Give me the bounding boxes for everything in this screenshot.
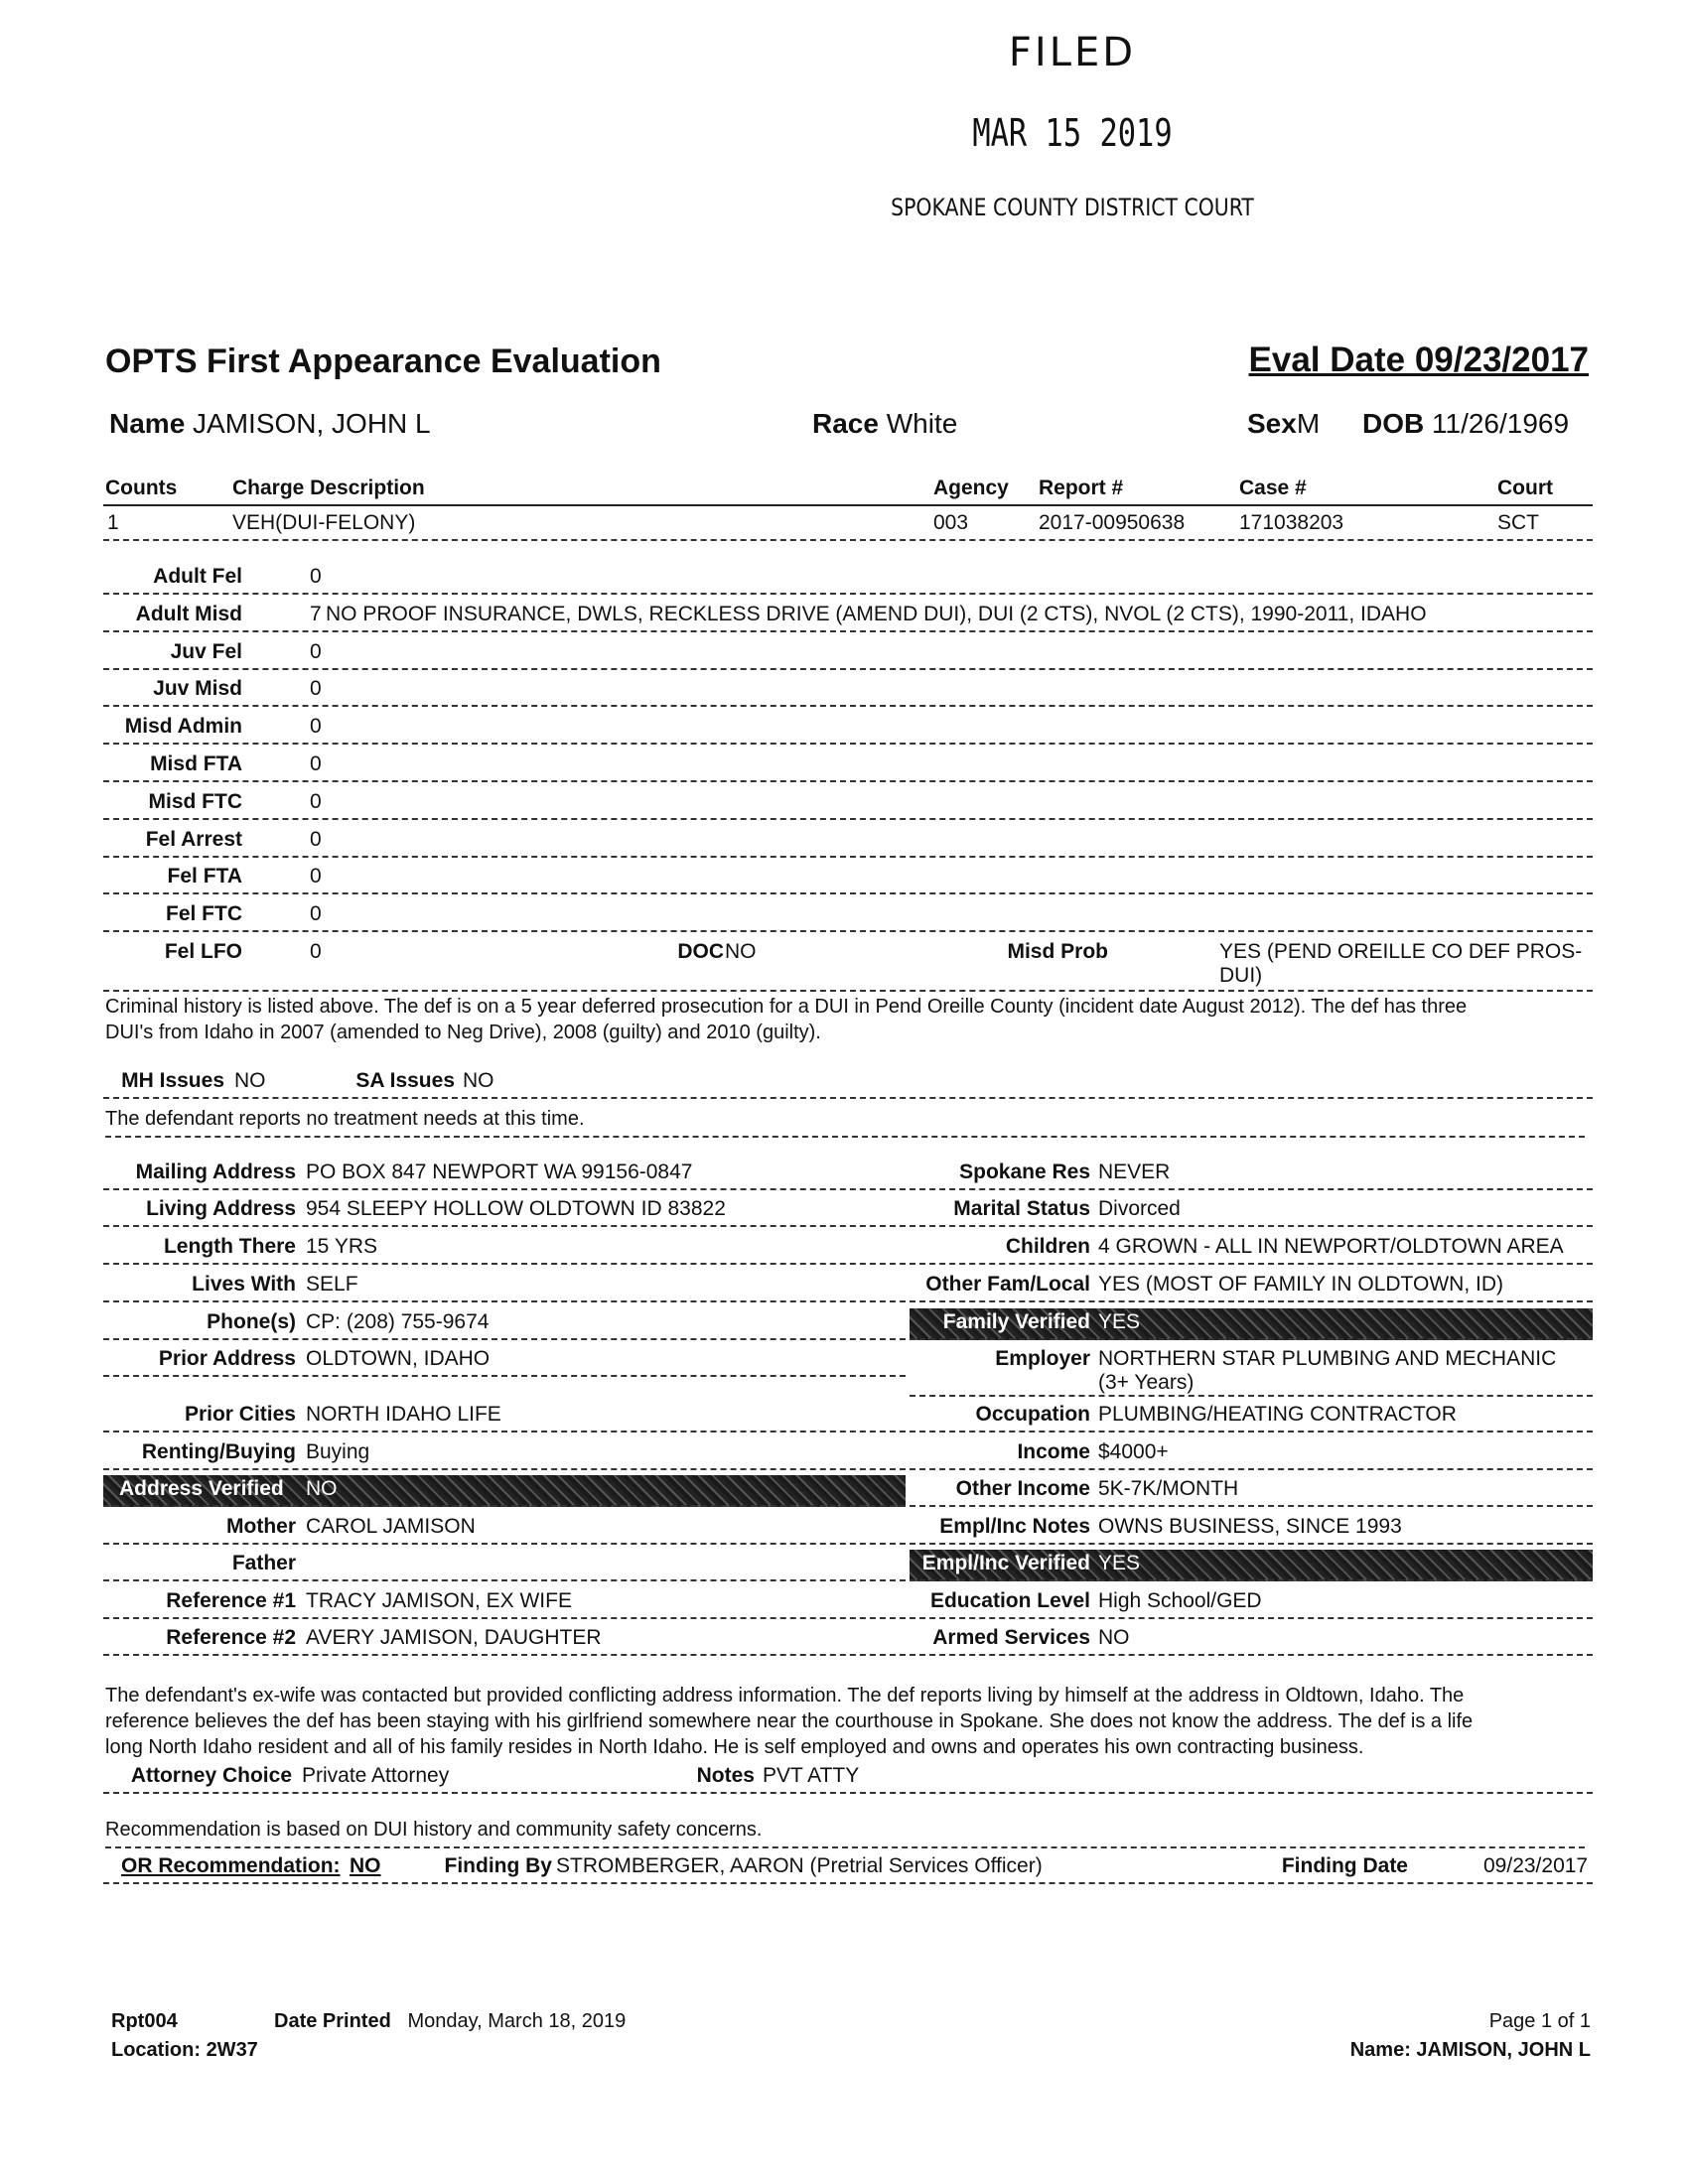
sex-field: SexM	[1247, 408, 1321, 439]
eval-date: Eval Date 09/23/2017	[1248, 341, 1589, 379]
history-row	[103, 826, 1593, 858]
charge-row: 1 VEH(DUI-FELONY) 003 2017-00950638 171038203 SCT	[103, 509, 1593, 541]
right-field-row	[910, 1159, 1593, 1190]
field-value: 4 GROWN - ALL IN NEWPORT/OLDTOWN AREA	[1098, 1235, 1564, 1258]
recommendation-note: Recommendation is based on DUI history and community safety concerns.	[105, 1817, 1585, 1848]
history-count: 0	[310, 752, 322, 775]
field-value: 954 SLEEPY HOLLOW OLDTOWN ID 83822	[306, 1197, 726, 1220]
history-label: Fel FTC	[166, 902, 242, 926]
date-printed: Date Printed Monday, March 18, 2019	[274, 2010, 627, 2032]
history-count: 0	[310, 789, 322, 813]
left-field-row	[103, 1401, 906, 1433]
field-value: YES	[1098, 1310, 1141, 1333]
history-row	[103, 900, 1593, 932]
left-field-row	[103, 1475, 906, 1507]
left-field-row	[103, 1345, 906, 1377]
page-title: OPTS First Appearance Evaluation	[105, 342, 661, 380]
field-label: Empl/Inc Notes	[939, 1515, 1090, 1538]
left-field-row	[103, 1513, 906, 1545]
field-value: CP: (208) 755-9674	[306, 1310, 490, 1333]
left-field-row	[103, 1624, 906, 1656]
history-label: Juv Fel	[170, 639, 242, 663]
field-label: Lives With	[192, 1273, 296, 1296]
history-row	[103, 601, 1593, 632]
field-value: OWNS BUSINESS, SINCE 1993	[1098, 1515, 1402, 1538]
history-label: Misd Admin	[124, 715, 242, 739]
history-count: 0	[310, 715, 322, 739]
attorney-row: Attorney Choice Private Attorney Notes PVT ATTY	[103, 1762, 1593, 1794]
history-row	[103, 713, 1593, 745]
right-field-row	[910, 1271, 1593, 1302]
field-label: Children	[1005, 1235, 1090, 1258]
left-field-row	[103, 1438, 906, 1470]
left-field-row	[103, 1159, 906, 1190]
right-field-row	[910, 1475, 1593, 1507]
history-label: Adult Misd	[135, 602, 242, 625]
field-value: Divorced	[1098, 1197, 1181, 1220]
history-label: Fel Arrest	[145, 827, 242, 851]
field-label: Phone(s)	[207, 1310, 296, 1333]
field-value: 5K-7K/MONTH	[1098, 1477, 1239, 1500]
right-field-row	[910, 1308, 1593, 1340]
right-field-row	[910, 1195, 1593, 1227]
col-case: Case #	[1239, 477, 1307, 499]
location: Location: 2W37	[111, 2039, 258, 2061]
recommendation-row: OR Recommendation: NO Finding By STROMBERGER, AARON (Pretrial Services Officer) Finding Date 09/23/2017	[103, 1852, 1593, 1884]
fel-lfo-row: Fel LFO 0 DOC NO Misd Prob YES (PEND OREILLE CO DEF PROS- DUI)	[103, 938, 1593, 992]
field-label: Prior Cities	[184, 1403, 296, 1426]
field-value: YES (MOST OF FAMILY IN OLDTOWN, ID)	[1098, 1273, 1503, 1296]
field-label: Income	[1017, 1440, 1090, 1463]
col-charge-description: Charge Description	[232, 477, 425, 499]
field-label: Occupation	[975, 1403, 1090, 1426]
filed-stamp: FILED	[1008, 30, 1137, 75]
field-label: Empl/Inc Verified	[921, 1552, 1090, 1574]
field-label: Marital Status	[953, 1197, 1090, 1220]
field-value: Buying	[306, 1440, 370, 1463]
history-row	[103, 563, 1593, 595]
field-label: Armed Services	[932, 1626, 1090, 1649]
left-field-row	[103, 1550, 906, 1581]
field-value: NO	[306, 1477, 338, 1500]
history-count: 7	[310, 602, 322, 625]
field-value: NO	[1098, 1626, 1130, 1649]
history-count: 0	[310, 902, 322, 926]
charges-header	[103, 475, 1593, 506]
history-count: 0	[310, 639, 322, 663]
col-counts: Counts	[105, 477, 178, 499]
field-label: Reference #1	[166, 1589, 296, 1612]
left-field-row	[103, 1587, 906, 1619]
field-value: $4000+	[1098, 1440, 1169, 1463]
dob-field: DOB 11/26/1969	[1362, 408, 1570, 439]
field-label: Other Income	[955, 1477, 1090, 1500]
name-field: Name JAMISON, JOHN L	[109, 408, 431, 439]
col-court: Court	[1497, 477, 1553, 499]
history-row	[103, 675, 1593, 707]
left-field-row	[103, 1233, 906, 1265]
right-field-row	[910, 1401, 1593, 1433]
history-count: 0	[310, 677, 322, 701]
field-label: Father	[231, 1552, 296, 1574]
field-value: PO BOX 847 NEWPORT WA 99156-0847	[306, 1160, 693, 1183]
field-value: NORTHERN STAR PLUMBING AND MECHANIC	[1098, 1347, 1557, 1370]
right-field-row	[910, 1345, 1593, 1397]
field-value: AVERY JAMISON, DAUGHTER	[306, 1626, 602, 1649]
field-label: Mother	[226, 1515, 296, 1538]
field-label: Prior Address	[158, 1347, 296, 1370]
page-number: Page 1 of 1	[1488, 2010, 1591, 2032]
field-value: OLDTOWN, IDAHO	[306, 1347, 491, 1370]
history-row	[103, 751, 1593, 782]
left-field-row	[103, 1308, 906, 1340]
field-label: Reference #2	[166, 1626, 296, 1649]
right-field-row	[910, 1233, 1593, 1265]
field-label: Family Verified	[942, 1310, 1090, 1333]
right-field-row	[910, 1624, 1593, 1656]
right-field-row	[910, 1438, 1593, 1470]
field-label: Employer	[995, 1347, 1090, 1370]
field-value: TRACY JAMISON, EX WIFE	[306, 1589, 572, 1612]
field-value: High School/GED	[1098, 1589, 1262, 1612]
history-row	[103, 788, 1593, 820]
right-field-row	[910, 1550, 1593, 1581]
field-value: SELF	[306, 1273, 358, 1296]
field-label: Length There	[163, 1235, 296, 1258]
field-label: Address Verified	[119, 1477, 284, 1500]
history-label: Juv Misd	[153, 677, 242, 701]
history-count: 0	[310, 865, 322, 888]
address-note: The defendant's ex-wife was contacted but provided conflicting address information. The def reports living by himself at the address in Oldtown, Idaho. The reference believes the def has been staying with his girlfriend somewhere near the courthouse in Spokane. She does not know the address. The def is a life long North Idaho resident and all of his family resides in North Idaho. He is self employed and owns and operates his own contracting business.	[105, 1685, 1474, 1758]
field-label: Living Address	[146, 1197, 296, 1220]
race-field: Race White	[812, 408, 958, 439]
issues-row: MH Issues NO SA Issues NO	[103, 1067, 1593, 1099]
field-label: Renting/Buying	[141, 1440, 296, 1463]
field-label: Mailing Address	[135, 1160, 296, 1183]
left-field-row	[103, 1195, 906, 1227]
history-label: Fel FTA	[167, 865, 242, 888]
left-field-row	[103, 1271, 906, 1302]
filed-stamp-court: SPOKANE COUNTY DISTRICT COURT	[891, 194, 1254, 221]
field-value: NEVER	[1098, 1160, 1171, 1183]
history-row	[103, 638, 1593, 670]
history-row	[103, 863, 1593, 894]
history-label: Adult Fel	[153, 565, 242, 588]
field-value: (3+ Years)	[1098, 1371, 1195, 1394]
report-id: Rpt004	[111, 2010, 178, 2032]
field-label: Education Level	[929, 1589, 1090, 1612]
field-value: NORTH IDAHO LIFE	[306, 1403, 501, 1426]
field-label: Other Fam/Local	[925, 1273, 1090, 1296]
field-value: CAROL JAMISON	[306, 1515, 476, 1538]
field-value: YES	[1098, 1552, 1141, 1574]
history-count: 0	[310, 565, 322, 588]
history-label: Misd FTC	[148, 789, 242, 813]
history-label: Misd FTA	[150, 752, 242, 775]
history-count: 0	[310, 827, 322, 851]
field-value: 15 YRS	[306, 1235, 377, 1258]
field-label: Spokane Res	[959, 1160, 1090, 1183]
criminal-history-note: Criminal history is listed above. The def is on a 5 year deferred prosecution for a DUI in Pend Oreille County (incident date August 2012). The def has three DUI's from Idaho in 2007 (amended to Neg Drive), 2008 (guilty) and 2010 (guilty).	[105, 996, 1468, 1043]
footer-name: Name: JAMISON, JOHN L	[1349, 2039, 1591, 2061]
col-report: Report #	[1039, 477, 1124, 499]
history-detail: NO PROOF INSURANCE, DWLS, RECKLESS DRIVE (AMEND DUI), DUI (2 CTS), NVOL (2 CTS), 1990-2011, IDAHO	[326, 602, 1427, 625]
right-field-row	[910, 1513, 1593, 1545]
issues-note: The defendant reports no treatment needs at this time.	[105, 1106, 1585, 1138]
filed-stamp-date: MAR 15 2019	[972, 111, 1173, 155]
field-value: PLUMBING/HEATING CONTRACTOR	[1098, 1403, 1457, 1426]
right-field-row	[910, 1587, 1593, 1619]
col-agency: Agency	[933, 477, 1009, 499]
